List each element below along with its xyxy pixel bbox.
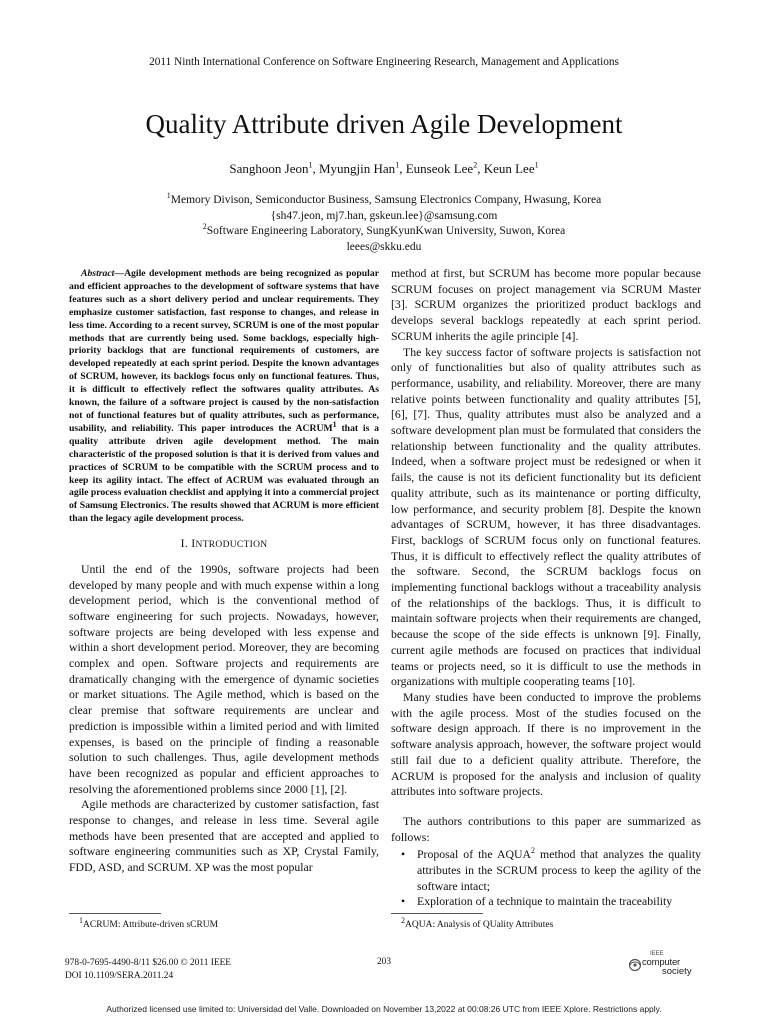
affiliation-line: $^1$Memory Divison, Semiconductor Business, Samsung Electronics Company, Hwasung, Korea — [166, 191, 602, 206]
footnote-rule — [391, 913, 483, 914]
author-name: Myungjin Han — [318, 161, 396, 176]
doi-line: DOI 10.1109/SERA.2011.24 — [65, 970, 174, 981]
isbn-line: 978-0-7695-4490-8/11 $26.00 © 2011 IEEE — [65, 958, 232, 968]
author-list: Sanghoon Jeon$^1$, Myungjin Han$^1$, Eunseok Lee$^2$, Keun Lee$^1$ — [229, 160, 539, 176]
bullet-icon: • — [401, 894, 406, 909]
abstract: Abstract—Agile development methods are being recognized as popular and efficient approaches to the development of software systems that have features such as a short delivery period and unclear requirements. They emphasize customer satisfaction, fast response to changes, and release in less time. According to a recent survey, SCRUM is one of the most popular methods that are currently being used. Some backlogs, especially high-priority backlogs that are functional requirements of customers, are developed repeatedly at each sprint period. Despite the known advantages of SCRUM, however, its backlogs focus only on functional features. Thus, it is difficult to effectively reflect the softwares quality attributes. As known, the failure of a software project is caused by the non-satisfaction not of functional features but of quality attributes, such as performance, usability, and reliability. This paper introduces the ACRUM$^1$ that is a quality attribute driven agile development method. The main characteristic of the proposed solution is that it is derived from values and practices of SCRUM to be compatible with the SCRUM process and to keep its agility intact. The effect of ACRUM was evaluated through an agile process evaluation checklist and applying it into a commercial project of Samsung Electronics. The results showed that ACRUM is more efficient than the legacy agile development process. — [69, 268, 379, 525]
authorized-use-notice: Authorized licensed use limited to: Universidad del Valle. Downloaded on November 13,2022 at 00:08:26 UTC from IEEE Xplore. Restrictions apply. — [106, 1004, 662, 1014]
body-paragraph: The key success factor of software projects is satisfaction not only of functionalities but also of quality attributes such as performance, usability, and reliability. Moreover, there are many relative points between functionality and quality attributes [5], [6], [7]. Thus, quality attributes must also be analyzed and a software development plan must be formulated that considers the relationship between functionality and the quality attributes. Indeed, when a software project must be redesigned or when it fails, the cause is not its deficient functionality but its deficient quality attribute, such as its maintenance or porting difficulty, low performance, and security problem [8]. Despite the known advantages of SCRUM, however, it has three disadvantages. First, backlogs of SCRUM focus only on functional features. Thus, it is difficult to effectively reflect the quality attributes of the software. Second, the SCRUM backlogs focus on implementing functional backlogs without a traceability analysis of the relationships of the backlogs. Thus, it is difficult to maintain software projects when their requirements are changed, because the scope of the side effects is unknown [9]. Finally, current agile methods are focused on practices that individual teams or projects need, so it is difficult to use the methods in organizations with multiple cooperating teams [10]. — [391, 344, 701, 689]
author-sup: 1 — [395, 160, 400, 170]
affiliation-email: leees@skku.edu — [346, 240, 422, 253]
author-sup: 2 — [473, 160, 478, 170]
author-name: Keun Lee — [483, 161, 535, 176]
left-column — [69, 268, 379, 876]
body-paragraph: Agile methods are characterized by customer satisfaction, fast response to changes, and release in less time. Several agile methods have been presented that are accepted and applied to software engineering communities such as XP, Crystal Family, FDD, ASD, and SCRUM. XP was the most popular — [69, 797, 379, 875]
author-sup: 1 — [308, 160, 313, 170]
abstract-label: Abstract — [81, 268, 115, 279]
page-number: 203 — [376, 957, 392, 967]
bullet-icon: • — [401, 847, 406, 862]
footnote-left: $^1$ACRUM: Attribute-driven sCRUM — [69, 913, 218, 930]
author-name: Sanghoon Jeon — [229, 161, 309, 176]
footnote-right: $^2$AQUA: Analysis of QUality Attributes — [391, 913, 553, 930]
affiliations — [0, 193, 768, 255]
affiliation-email: {sh47.jeon, mj7.han, gskeun.lee}@samsung.com — [270, 209, 498, 222]
body-paragraph: Many studies have been conducted to improve the problems with the agile process. Most of the studies focused on the software design approach. If there is no improvement in the software analysis approach, however, the software project would still fail due to a deficient quality attribute. Therefore, the ACRUM is proposed for the analysis and inclusion of quality attributes into software projects. — [391, 689, 701, 799]
right-column — [391, 266, 701, 910]
section-heading: I. INTRODUCTION — [180, 536, 268, 551]
footnote-rule — [69, 913, 161, 914]
body-paragraph: Until the end of the 1990s, software projects had been developed by many people and with much expense within a long development period, which is the conventional method of software engineering for such projects. Nowadays, however, software projects are being developed with less expense and within a short development period. Moreover, they are becoming complex and open. Software projects and requirements are dramatically changing with the emergence of dynamic societies or market situations. The Agile method, which is based on the clear premise that software requirements are unclear and prediction is impossible within a limited period and with limited expenses, is based on the principle of finding a reasonable solution to such challenges. Thus, agile development methods have been recognized as popular and efficient approaches to resolving the aforementioned problems since 2000 [1], [2]. — [69, 561, 379, 796]
author-sup: 1 — [534, 160, 539, 170]
swirl-icon — [628, 958, 642, 972]
paper-title: Quality Attribute driven Agile Development — [145, 109, 623, 139]
list-item: • Exploration of a technique to maintain the traceability — [401, 894, 673, 909]
contribution-list — [391, 847, 701, 910]
conference-header: 2011 Ninth International Conference on Software Engineering Research, Management and Applications — [149, 56, 619, 68]
body-paragraph: The authors contributions to this paper are summarized as follows: — [391, 813, 701, 844]
computer-society-logo: IEEE computer society — [628, 952, 708, 978]
affiliation-line: $^2$Software Engineering Laboratory, SungKyunKwan University, Suwon, Korea — [202, 222, 566, 237]
list-item: • Proposal of the AQUA$^2$ method that analyzes the quality attributes in the SCRUM process to keep the agility of the software intact; — [401, 846, 701, 893]
author-name: Eunseok Lee — [405, 161, 474, 176]
body-paragraph: method at first, but SCRUM has become more popular because SCRUM focuses on project management via SCRUM Master [3]. SCRUM organizes the prioritized product backlogs and develops several backlogs repeatedly at each sprint period. SCRUM inherits the agile principle [4]. — [391, 266, 701, 343]
